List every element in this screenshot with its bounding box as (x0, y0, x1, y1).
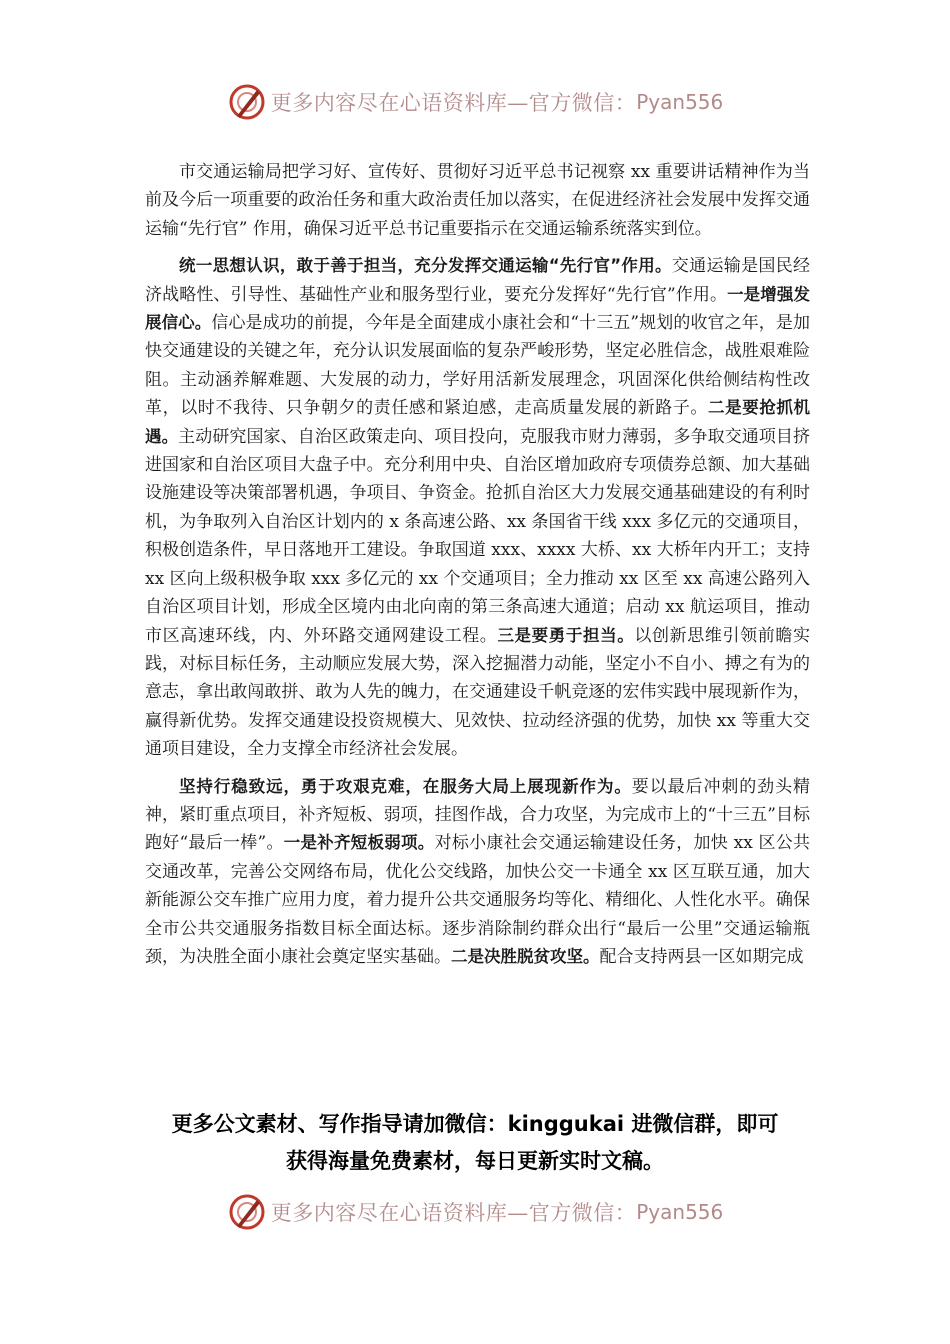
watermark-text: 更多内容尽在心语资料库—官方微信： (270, 1201, 637, 1225)
bold-heading: 二是决胜脱贫攻坚。 (451, 946, 600, 966)
body-text: 信心是成功的前提，今年是全面建成小康社会和“十三五”规划的收官之年，是加快交通建设的关键之年，充分认识发展面临的复杂严峻形势，坚定必胜信念，战胜艰难险阻。主动涵养解难题、大发展的动力，学好用活新发展理念，巩固深化供给侧结构性改革，以时不我待、只争朝夕的责任感和紧迫感，走高质量发展的新路子。 (145, 313, 810, 419)
bold-heading: 统一思想认识，敢于善于担当，充分发挥交通运输“先行官”作用。 (179, 256, 672, 276)
body-text: 对标小康社会交通运输建设任务，加快 xx 区公共交通改革，完善公交网络布局，优化公交线路，加快公交一卡通全 xx 区互联互通，加大新能源公交车推广应用力度，着力提升公共交通服务均等化、精细化、人性化水平。确保全市公共交通服务指数目标全面达标。逐步消除制约群众出行“最后一公里”交通运输瓶颈，为决胜全面小康社会奠定坚实基础。 (145, 833, 810, 967)
body-text: 配合支持两县一区如期完成 (599, 946, 804, 967)
promo-line-2: 获得海量免费素材，每日更新实时文稿。 (286, 1149, 664, 1173)
paragraph (145, 252, 810, 763)
bold-heading: 三是要勇于担当。 (497, 625, 635, 645)
watermark-header (0, 80, 950, 124)
body-text: 主动研究国家、自治区政策走向、项目投向，克服我市财力薄弱，多争取交通项目挤进国家和自治区项目大盘子中。充分利用中央、自治区增加政府专项债券总额、加大基础设施建设等决策部署机遇，争项目、争资金。抢抓自治区大力发展交通基础建设的有利时机，为争取列入自治区计划内的 x 条高速公路、xx 条国省干线 xxx 多亿元的交通项目，积极创造条件，早日落地开工建设。争取国道 xxx、xxxx 大桥、xx 大桥年内开工；支持 xx 区向上级积极争取 xxx 多亿元的 xx 个交通项目；全力推动 xx 区至 xx 高速公路列入自治区项目计划，形成全区境内由北向南的第三条高速大通道；启动 xx 航运项目，推动市区高速环线，内、外环路交通网建设工程。 (145, 426, 811, 646)
watermark-footer (0, 1190, 950, 1234)
watermark-text: 更多内容尽在心语资料库—官方微信： (270, 91, 637, 115)
pen-logo-icon (227, 82, 267, 122)
bold-heading: 一是增强发展信心。 (145, 284, 810, 333)
body-text: 以创新思维引领前瞻实践，对标目标任务，主动顺应发展大势，深入挖掘潜力动能，坚定小不自小、搏之有为的意志，拿出敢闯敢拼、敢为人先的魄力，在交通建设千帆竞逐的宏伟实践中展现新作为，赢得新优势。发挥交通建设投资规模大、见效快、拉动经济强的优势，加快 xx 等重大交通项目建设，全力支撑全市经济社会发展。 (145, 625, 811, 760)
bold-heading: 一是补齐短板弱项。 (283, 833, 435, 853)
promo-banner (100, 1106, 850, 1180)
document-body (145, 158, 810, 980)
body-text: 市交通运输局把学习好、宣传好、贯彻好习近平总书记视察 xx 重要讲话精神作为当前及今后一项重要的政治任务和重大政治责任加以落实，在促进经济社会发展中发挥交通运输“先行官” 作用，确保习近平总书记重要指示在交通运输系统落实到位。 (145, 162, 810, 239)
watermark-id: Pyan556 (636, 1200, 724, 1224)
bold-heading: 坚持行稳致远，勇于攻艰克难，在服务大局上展现新作为。 (179, 776, 632, 796)
body-text: 交通运输是国民经济战略性、引导性、基础性产业和服务型行业，要充分发挥好“先行官”作用。 (145, 256, 810, 305)
pen-logo-icon (227, 1192, 267, 1232)
bold-heading: 二是要抢抓机遇。 (145, 398, 811, 446)
body-text: 要以最后冲刺的劲头精神，紧盯重点项目，补齐短板、弱项，挂图作战，合力攻坚，为完成市上的“十三五”目标跑好“最后一棒”。 (145, 776, 811, 854)
promo-line-1: 更多公文素材、写作指导请加微信：kinggukai 进微信群，即可 (171, 1112, 779, 1136)
paragraph (145, 773, 810, 972)
watermark-id: Pyan556 (636, 90, 724, 114)
paragraph (145, 158, 810, 243)
